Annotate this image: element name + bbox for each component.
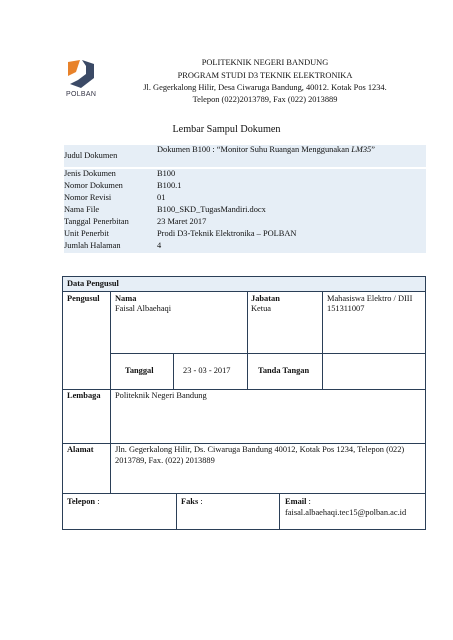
pengusul-label: Pengusul <box>67 294 100 303</box>
info-value: B100.1 <box>157 181 182 190</box>
jabatan-value: Ketua <box>251 304 271 313</box>
info-label: Tanggal Penerbitan <box>64 217 129 226</box>
pengusul-table <box>62 276 426 530</box>
info-row <box>64 205 426 217</box>
telepon-field: Telepon : <box>67 497 100 506</box>
info-value: B100_SKD_TugasMandiri.docx <box>157 205 266 214</box>
info-value: 01 <box>157 193 166 202</box>
nim-value: 151311007 <box>327 304 365 313</box>
info-row <box>64 241 426 253</box>
section-title: Data Pengusul <box>67 279 119 288</box>
info-label: Unit Penerbit <box>64 229 109 238</box>
info-value: Prodi D3-Teknik Elektronika – POLBAN <box>157 229 297 238</box>
institution-name: POLITEKNIK NEGERI BANDUNG <box>201 58 329 67</box>
email-field: Email : <box>285 497 311 506</box>
info-label: Judul Dokumen <box>64 151 118 160</box>
section-header <box>63 277 425 291</box>
tanggal-value: 23 - 03 - 2017 <box>183 366 231 375</box>
program-name: PROGRAM STUDI D3 TEKNIK ELEKTRONIKA <box>177 71 353 80</box>
info-value: 23 Maret 2017 <box>157 217 207 226</box>
alamat-value: Jln. Gegerkalong Hilir, Ds. Ciwaruga Bandung 40012, Kotak Pos 1234, Telepon (022) 2013789, Fax. (022) 2013889 <box>115 445 405 465</box>
address-line: Jl. Gegerkalong Hilir, Desa Ciwaruga Bandung, 40012. Kotak Pos 1234. <box>143 83 387 92</box>
info-label: Nama File <box>64 205 100 214</box>
logo-text: POLBAN <box>66 91 97 98</box>
info-label: Nomor Dokumen <box>64 181 123 190</box>
info-value: 4 <box>157 241 162 250</box>
email-value: faisal.albaehaqi.tec15@polban.ac.id <box>285 508 407 517</box>
tanggal-label: Tanggal <box>125 366 154 375</box>
info-value: B100 <box>157 169 176 178</box>
alamat-label: Alamat <box>67 445 94 454</box>
info-label: Nomor Revisi <box>64 193 112 202</box>
lembaga-label: Lembaga <box>67 391 101 400</box>
info-row <box>64 181 426 193</box>
lembaga-value: Politeknik Negeri Bandung <box>115 391 207 400</box>
info-row <box>64 217 426 229</box>
phone-line: Telepon (022)2013789, Fax (022) 2013889 <box>192 95 338 104</box>
info-row <box>64 169 426 181</box>
info-label: Jenis Dokumen <box>64 169 116 178</box>
jabatan-label: Jabatan <box>251 294 280 303</box>
tanda-tangan-label: Tanda Tangan <box>258 366 310 375</box>
nama-label: Nama <box>115 294 137 303</box>
info-row-judul <box>64 145 426 167</box>
status-value: Mahasiswa Elektro / DIII <box>327 294 413 303</box>
info-value: Dokumen B100 : “Monitor Suhu Ruangan Menggunakan LM35” <box>157 145 375 154</box>
faks-field: Faks : <box>181 497 203 506</box>
info-row <box>64 193 426 205</box>
info-label: Jumlah Halaman <box>64 241 121 250</box>
info-row <box>64 229 426 241</box>
page-title: Lembar Sampul Dokumen <box>172 124 281 135</box>
document-info-table <box>64 145 426 253</box>
polban-logo-icon <box>64 58 98 90</box>
nama-value: Faisal Albaehaqi <box>115 304 172 313</box>
